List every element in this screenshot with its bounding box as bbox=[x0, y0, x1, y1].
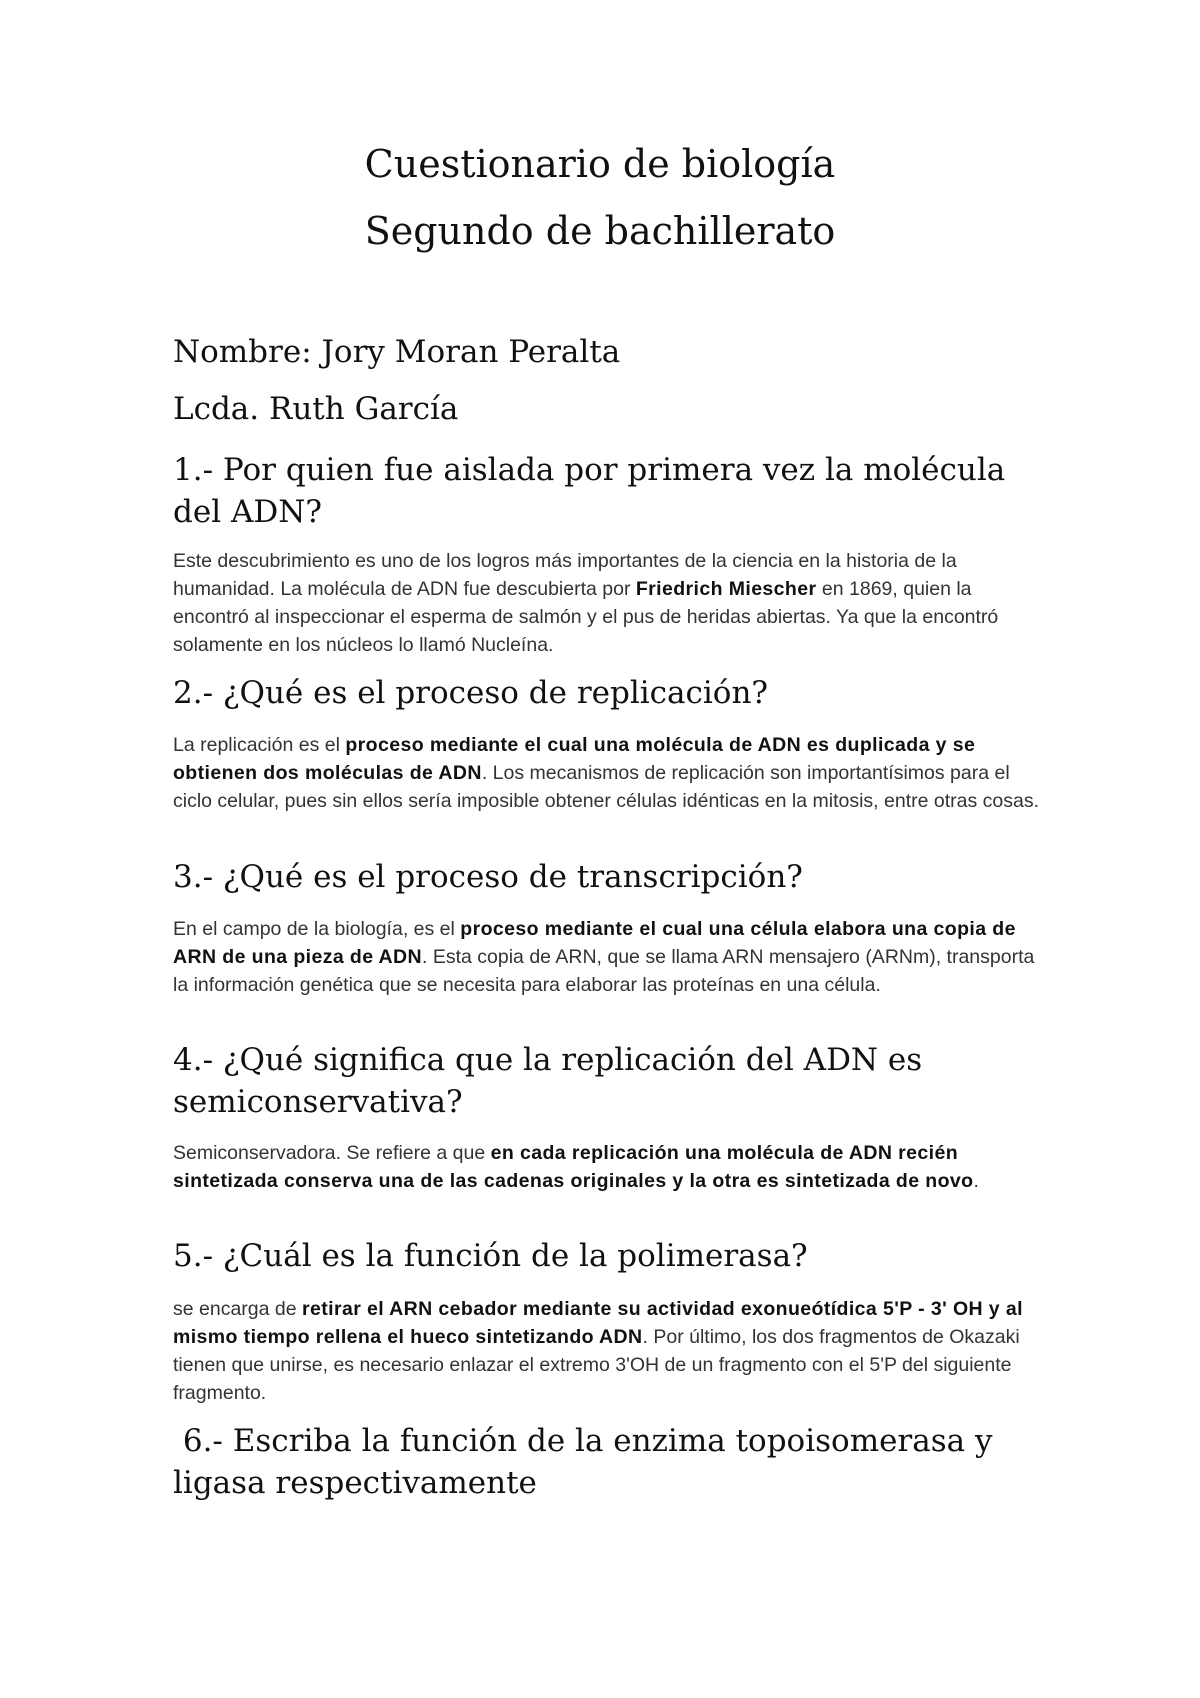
answer-2 bbox=[173, 731, 1048, 815]
question-2: 2.- ¿Qué es el proceso de replicación? bbox=[173, 675, 769, 711]
question-6: 6.- Escriba la función de la enzima topoisomerasa y ligasa respectivamente bbox=[173, 1423, 1003, 1501]
answer-2-text: La replicación es el bbox=[173, 734, 346, 756]
answer-4-highlight: en cada replicación una molécula de ADN recién sintetizada conserva una de las cadenas originales y la otra es sintetizada de novo bbox=[173, 1142, 974, 1192]
answer-5-text-end: . Por último, los dos fragmentos de Okazaki tienen que unirse, es necesario enlazar el extremo 3'OH de un fragmento con el 5'P del siguiente fragmento. bbox=[173, 1326, 1020, 1404]
answer-5-highlight: retirar el ARN cebador mediante su actividad exonueótídica 5'P - 3' OH y al mismo tiempo rellena el hueco sintetizando ADN bbox=[173, 1298, 1023, 1348]
answer-4-text-end: . bbox=[973, 1170, 979, 1192]
document-title: Cuestionario de biología bbox=[364, 142, 836, 186]
answer-3-highlight: proceso mediante el cual una célula elabora una copia de ARN de una pieza de ADN bbox=[173, 918, 1016, 968]
answer-1-text: Este descubrimiento es uno de los logros más importantes de la ciencia en la historia de la humanidad. La molécula de ADN fue descubierta por bbox=[173, 550, 957, 600]
question-3: 3.- ¿Qué es el proceso de transcripción? bbox=[173, 859, 803, 895]
answer-4-text: Semiconservadora. Se refiere a que bbox=[173, 1142, 491, 1164]
answer-3-text: En el campo de la biología, es el bbox=[173, 918, 461, 940]
student-name: Nombre: Jory Moran Peralta bbox=[173, 334, 621, 370]
question-1: 1.- Por quien fue aislada por primera vez la molécula del ADN? bbox=[173, 452, 1006, 530]
answer-1-highlight: Friedrich Miescher bbox=[635, 578, 817, 600]
question-4: 4.- ¿Qué significa que la replicación del ADN es semiconservativa? bbox=[173, 1042, 923, 1120]
teacher-name: Lcda. Ruth García bbox=[173, 391, 459, 427]
answer-3 bbox=[173, 915, 1048, 999]
question-5: 5.- ¿Cuál es la función de la polimerasa? bbox=[173, 1238, 808, 1274]
answer-1-text-end: en 1869, quien la encontró al inspeccionar el esperma de salmón y el pus de heridas abiertas. Ya que la encontró solamente en los núcleos lo llamó Nucleína. bbox=[173, 578, 999, 656]
document-subtitle: Segundo de bachillerato bbox=[364, 209, 836, 253]
answer-4 bbox=[173, 1139, 1048, 1195]
answer-5 bbox=[173, 1295, 1048, 1407]
answer-3-text-end: . Esta copia de ARN, que se llama ARN mensajero (ARNm), transporta la información genética que se necesita para elaborar las proteínas en una célula. bbox=[173, 946, 1035, 996]
answer-2-highlight: proceso mediante el cual una molécula de ADN es duplicada y se obtienen dos moléculas de ADN bbox=[173, 734, 976, 784]
answer-2-text-end: . Los mecanismos de replicación son importantísimos para el ciclo celular, pues sin ellos sería imposible obtener células idénticas en la mitosis, entre otras cosas. bbox=[173, 762, 1040, 812]
answer-5-text: se encarga de bbox=[173, 1298, 303, 1320]
answer-1 bbox=[173, 547, 1048, 659]
